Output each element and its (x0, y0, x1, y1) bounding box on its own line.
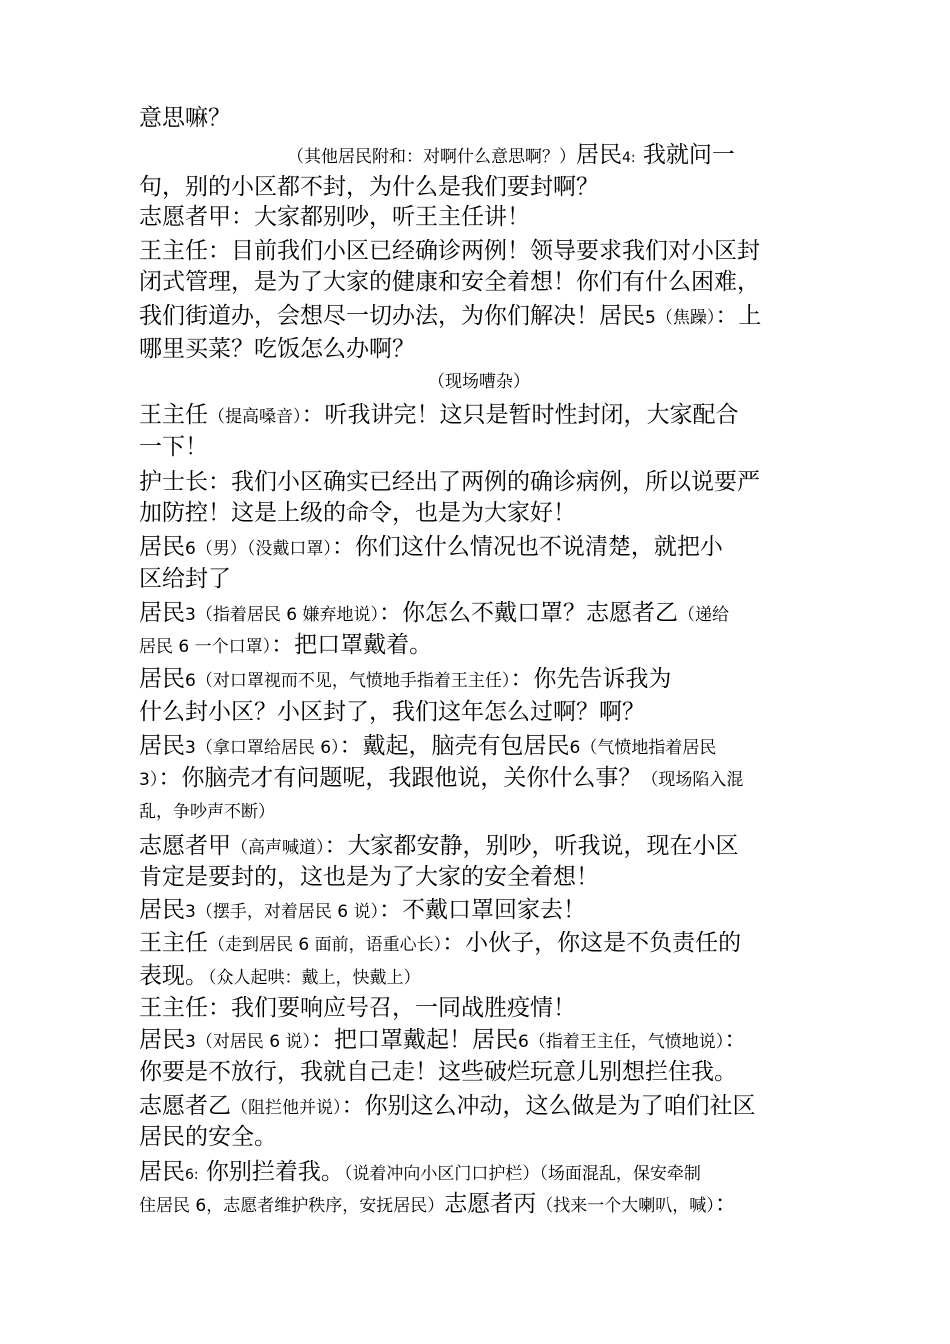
text-line (139, 664, 671, 696)
dialogue-text: 居民 (139, 534, 185, 560)
dialogue-text: 护士长：我们小区确实已经出了两例的确诊病例，所以说要严 (139, 469, 760, 495)
dialogue-text: 志愿者甲 (139, 833, 231, 859)
text-line (139, 731, 716, 763)
text-line (139, 467, 760, 497)
text-line (139, 630, 432, 662)
stage-direction: （找来一个大喇叭，喊） (536, 1196, 715, 1216)
text-line (139, 1091, 756, 1123)
stage-direction: 住居民 6，志愿者维护秩序，安抚居民） (139, 1196, 445, 1216)
dialogue-text: 一下！ (139, 434, 208, 460)
dialogue-text: ：大家都安静，别吵，听我说，现在小区 (324, 833, 739, 859)
dialogue-text: 句，别的小区都不封，为什么是我们要封啊？ (139, 174, 599, 200)
dialogue-text: 居民的安全。 (139, 1124, 277, 1150)
text-line (139, 301, 761, 333)
text-line (139, 961, 421, 993)
dialogue-text: ：听我讲完！这只是暂时性封闭，大家配合 (301, 402, 739, 428)
stage-direction: 6（对口罩视而不见，气愤地手指着王主任） (185, 671, 511, 691)
text-line (139, 202, 530, 232)
dialogue-text: 志愿者乙 (139, 1093, 231, 1119)
text-line (139, 598, 729, 630)
stage-direction: （说着冲向小区门口护栏）（场面混乱，保安牵制 (343, 1164, 701, 1184)
dialogue-text: 居民 (139, 1027, 185, 1053)
dialogue-text: 居民 (139, 897, 185, 923)
text-line (139, 697, 645, 727)
stage-direction: （众人起哄：戴上，快戴上） (208, 968, 421, 988)
stage-direction: （提高嗓音） (208, 407, 302, 427)
stage-direction: 5（焦躁） (645, 308, 716, 328)
stage-direction: （递给 (677, 605, 729, 625)
dialogue-text: 志愿者甲：大家都别吵，听王主任讲！ (139, 204, 530, 230)
dialogue-text: 我就问一 (635, 142, 735, 168)
stage-direction: 6: (185, 1167, 199, 1183)
dialogue-text: ：你先告诉我为 (510, 666, 672, 692)
stage-direction: 6（指着王主任，气愤地说） (517, 1032, 725, 1052)
stage-direction: （其他居民附和：对啊什么意思啊？） (287, 147, 576, 167)
text-line (139, 432, 208, 462)
text-line (139, 1157, 701, 1190)
dialogue-text: 王主任：目前我们小区已经确诊两例！领导要求我们对小区封 (139, 238, 760, 264)
stage-direction: 3（指着居民 6 嫌弃地说） (185, 605, 379, 625)
dialogue-text: ：小伙子，你这是不负责任的 (442, 930, 742, 956)
dialogue-text: 居民 (139, 1159, 185, 1185)
dialogue-text: 志愿者丙 (444, 1191, 537, 1217)
dialogue-text: ：你脑壳才有问题呢，我跟他说，关你什么事？ (158, 765, 642, 791)
dialogue-text: ：你们这什么情况也不说清楚，就把小 (331, 534, 723, 560)
text-line (139, 267, 760, 297)
dialogue-text: 居民 (139, 666, 185, 692)
text-line (139, 895, 586, 927)
text-line (139, 1189, 738, 1221)
text-line (139, 1057, 737, 1087)
dialogue-text: 区给封了 (139, 566, 231, 592)
dialogue-text: ：你别这么冲动，这么做是为了咱们社区 (341, 1093, 756, 1119)
text-line (287, 140, 735, 173)
text-line (139, 1025, 747, 1057)
dialogue-text: ：把口罩戴起！居民 (310, 1027, 518, 1053)
text-line (139, 795, 275, 827)
text-line (139, 564, 231, 594)
dialogue-text: 你要是不放行，我就自己走！这些破烂玩意儿别想拦住我。 (139, 1059, 737, 1085)
text-line (139, 831, 739, 863)
dialogue-text: ：你怎么不戴口罩？志愿者乙 (378, 600, 678, 626)
stage-direction: 乱，争吵声不断） (139, 802, 275, 822)
dialogue-text: 王主任 (139, 930, 208, 956)
stage-direction: 3（拿口罩给居民 6） (185, 738, 340, 758)
stage-direction: 3（摆手，对着居民 6 说） (185, 902, 379, 922)
dialogue-text: 闭式管理，是为了大家的健康和安全着想！你们有什么困难， (139, 269, 760, 295)
text-line (139, 334, 415, 364)
dialogue-text: 表现。 (139, 963, 208, 989)
text-line (139, 763, 743, 795)
text-line (139, 400, 739, 432)
dialogue-text: ：戴起，脑壳有包居民 (339, 733, 570, 759)
dialogue-text: 王主任 (139, 402, 208, 428)
text-line (139, 498, 576, 528)
dialogue-text: 哪里买菜？吃饭怎么办啊？ (139, 336, 415, 362)
dialogue-text: 居民 (139, 733, 185, 759)
stage-direction: （走到居民 6 面前，语重心长） (208, 935, 443, 955)
text-line (139, 1122, 277, 1152)
text-line (139, 862, 599, 892)
dialogue-text: 你别拦着我。 (198, 1159, 344, 1185)
stage-direction: （现场陷入混 (641, 770, 744, 790)
stage-direction: 6（男）（没戴口罩） (185, 539, 332, 559)
text-line (139, 532, 723, 564)
dialogue-text: 我们街道办，会想尽一切办法，为你们解决！居民 (139, 303, 645, 329)
dialogue-text: 什么封小区？小区封了，我们这年怎么过啊？啊？ (139, 699, 645, 725)
stage-direction: （阻拦他并说） (231, 1098, 342, 1118)
dialogue-text: （现场嘈杂） (428, 372, 530, 392)
dialogue-text: ：上 (715, 303, 762, 329)
dialogue-text: ：把口罩戴着。 (271, 632, 433, 658)
stage-direction: 4: (622, 150, 636, 166)
text-line (139, 103, 231, 133)
text-line (139, 367, 819, 397)
dialogue-text: 肯定是要封的，这也是为了大家的安全着想！ (139, 864, 599, 890)
dialogue-text: 意思嘛？ (139, 105, 231, 131)
text-line (139, 236, 760, 266)
dialogue-text: ： (724, 1027, 748, 1053)
dialogue-text: 居民 (139, 600, 185, 626)
dialogue-text: ：不戴口罩回家去！ (378, 897, 586, 923)
stage-direction: （高声喊道） (231, 838, 325, 858)
text-line (139, 172, 599, 202)
stage-direction: 居民 6 一个口罩） (139, 637, 272, 657)
stage-direction: 6（气愤地指着居民 (569, 738, 717, 758)
text-line (139, 993, 576, 1023)
stage-direction: 3（对居民 6 说） (185, 1032, 311, 1052)
stage-direction: 3） (139, 770, 159, 790)
text-line (139, 928, 741, 960)
dialogue-text: 王主任：我们要响应号召，一同战胜疫情！ (139, 995, 576, 1021)
dialogue-text: ： (714, 1191, 738, 1217)
dialogue-text: 加防控！这是上级的命令，也是为大家好！ (139, 500, 576, 526)
dialogue-text: 居民 (576, 142, 622, 168)
